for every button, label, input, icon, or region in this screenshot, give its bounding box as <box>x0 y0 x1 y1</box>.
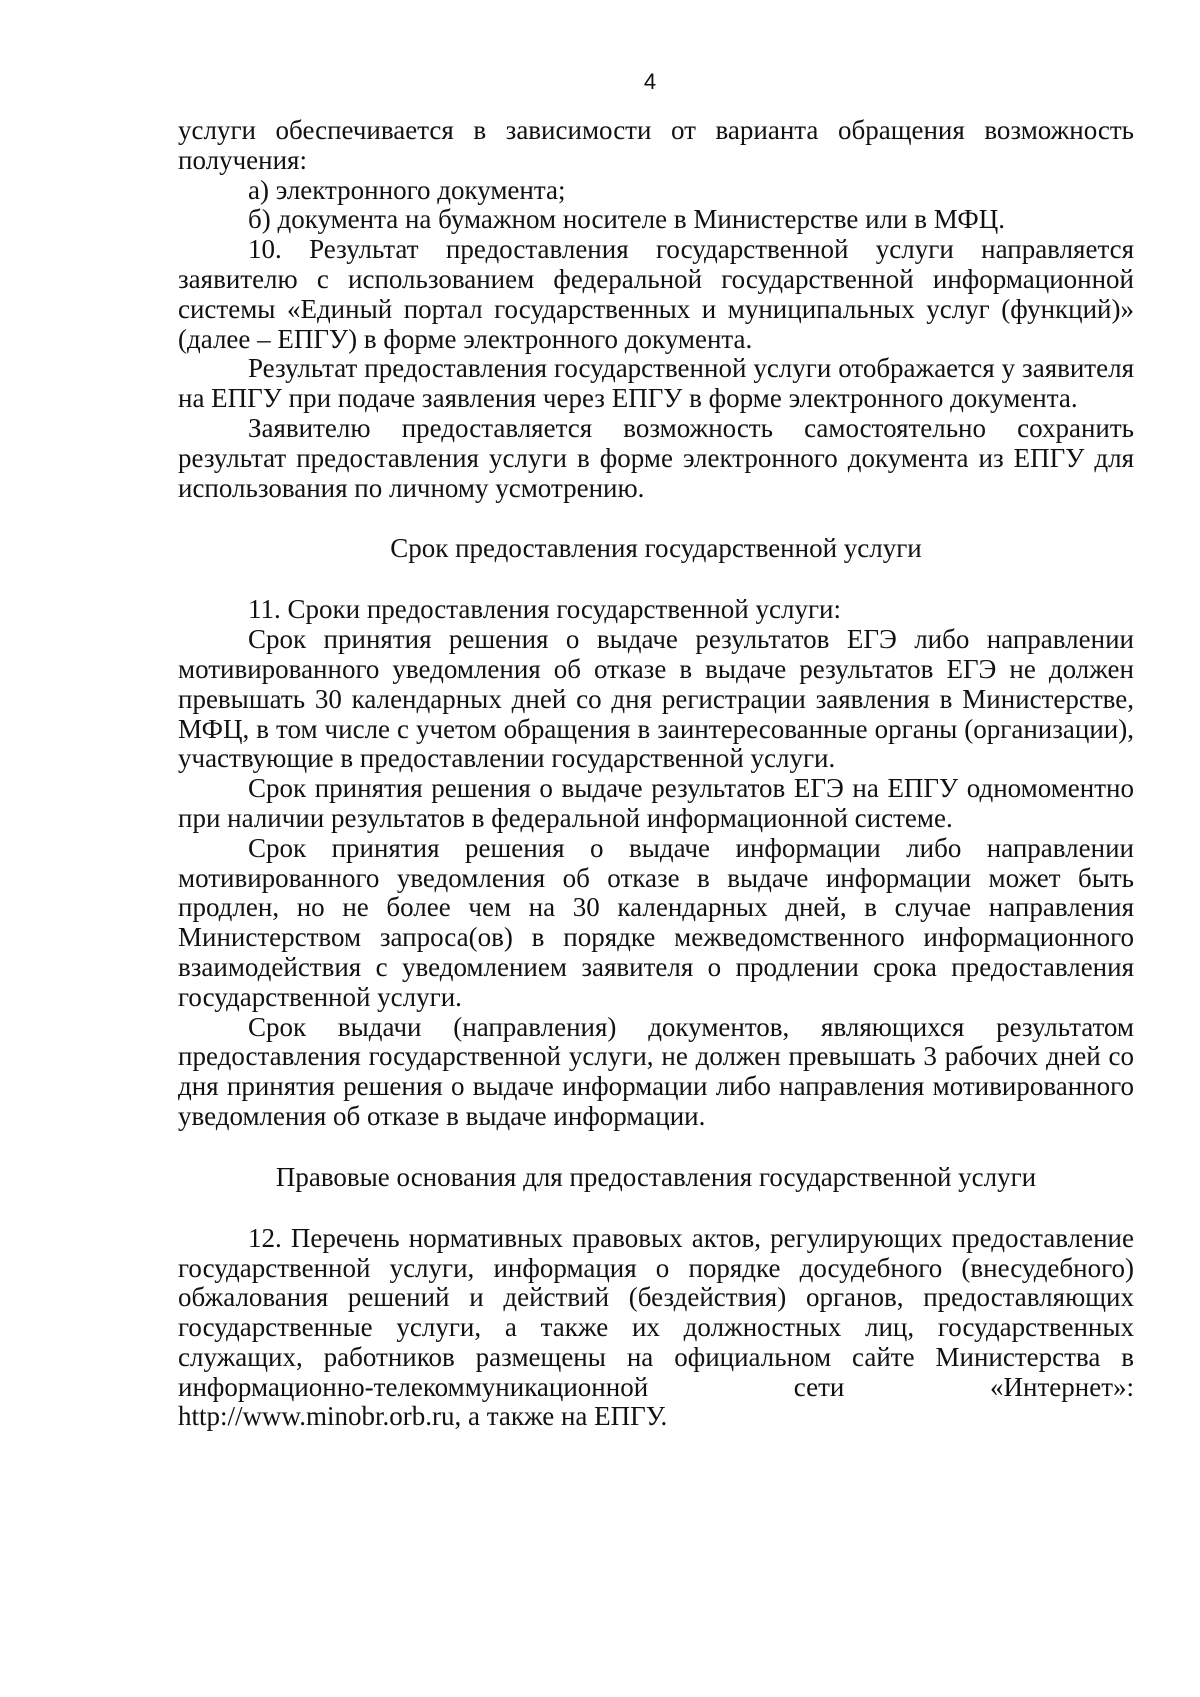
section-term-heading: Срок предоставления государственной услуги <box>390 533 922 564</box>
option-b: б) документа на бумажном носителе в Министерстве или в МФЦ. <box>248 204 1005 235</box>
document-body <box>178 116 1134 1432</box>
paragraph-10-display: Результат предоставления государственной услуги отображается у заявителя на ЕПГУ при подаче заявления через ЕПГУ в форме электронного документа. <box>178 353 1134 414</box>
paragraph-11-extension: Срок принятия решения о выдаче информации либо направлении мотивированного уведомления об отказе в выдаче информации может быть продлен, но не более чем на 30 календарных дней, в случае направления Министерством запроса(ов) в порядке межведомственного информационного взаимодействия с уведомлением заявителя о продлении срока предоставления государственной услуги. <box>178 832 1134 1012</box>
paragraph-11-epgu: Срок принятия решения о выдаче результатов ЕГЭ на ЕПГУ одномоментно при наличии результатов в федеральной информационной системе. <box>178 773 1134 833</box>
paragraph-11: 11. Сроки предоставления государственной услуги: <box>248 594 841 625</box>
paragraph-10: 10. Результат предоставления государственной услуги направляется заявителю с использованием федеральной государственной информационной системы «Единый портал государственных и муниципальных услуг (функций)» (далее – ЕПГУ) в форме электронного документа. <box>178 234 1134 354</box>
paragraph-10-save: Заявителю предоставляется возможность самостоятельно сохранить результат предоставления услуги в форме электронного документа из ЕПГУ для использования по личному усмотрению. <box>178 412 1134 503</box>
paragraph-12: 12. Перечень нормативных правовых актов, регулирующих предоставление государственной услуги, информация о порядке досудебного (внесудебного) обжалования решений и действий (бездействия) органов, предоставляющих государственные услуги, а также их должностных лиц, государственных служащих, работников размещены на официальном сайте Министерства в информационно-телекоммуникационной сети «Интернет»: http://www.minobr.orb.ru, а также на ЕПГУ. <box>178 1222 1134 1432</box>
page-number: 4 <box>643 69 657 94</box>
paragraph-11-issue: Срок выдачи (направления) документов, являющихся результатом предоставления государственной услуги, не должен превышать 3 рабочих дней со дня принятия решения о выдаче информации либо направления мотивированного уведомления об отказе в выдаче информации. <box>178 1011 1134 1131</box>
paragraph-11-decision: Срок принятия решения о выдаче результатов ЕГЭ либо направлении мотивированного уведомления об отказе в выдаче результатов ЕГЭ не должен превышать 30 календарных дней со дня регистрации заявления в Министерстве, МФЦ, в том числе с учетом обращения в заинтересованные органы (организации), участвующие в предоставлении государственной услуги. <box>178 624 1134 774</box>
section-legal-heading: Правовые основания для предоставления государственной услуги <box>275 1161 1037 1192</box>
intro-continuation: услуги обеспечивается в зависимости от варианта обращения возможность получения: <box>178 115 1134 175</box>
option-a: а) электронного документа; <box>248 174 566 205</box>
